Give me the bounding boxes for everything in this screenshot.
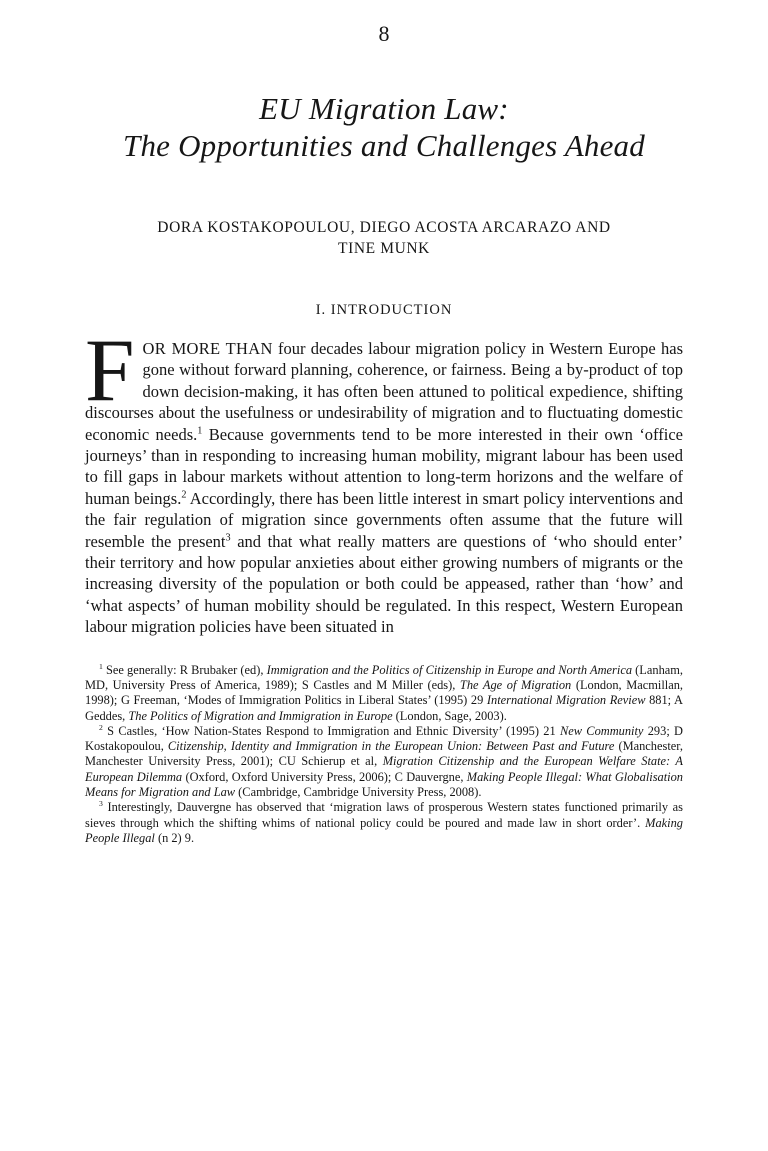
italic-text: The Politics of Migration and Immigration in Europe <box>128 708 393 723</box>
text-segment: Interestingly, Dauvergne has observed that ‘migration laws of prosperous Western states functioned primarily as sieves through which the shifting whims of national policy could be poured and made law in short order’. <box>85 800 683 830</box>
italic-text: Making People Illegal <box>85 815 683 845</box>
text-segment: (Manchester, Manchester University Press, 2001); CU Schierup et al, <box>85 739 683 769</box>
italic-text: The Age of Migration <box>459 677 572 692</box>
text-segment: four decades labour migration policy in Western Europe has gone without forward planning, coherence, or fairness. Being a by-product of top down decision-making, it has often been attuned to political expedience, shifting discourses about the usefulness or undesirability of migration and to fluctuating domestic economic needs. <box>85 339 683 444</box>
footnote-ref: 2 <box>99 722 103 732</box>
authors-line1: DORA KOSTAKOPOULOU, DIEGO ACOSTA ARCARAZO AND <box>157 219 611 236</box>
drop-cap: F <box>85 322 135 420</box>
footnote-ref: 3 <box>225 532 231 544</box>
text-segment: (London, Macmillan, 1998); G Freeman, ‘Modes of Immigration Politics in Liberal States’ (1995) 29 <box>85 677 683 708</box>
page-number: 8 <box>378 21 390 46</box>
text-segment: 881; A Geddes, <box>85 693 683 723</box>
text-segment: (London, Sage, 2003). <box>392 708 507 723</box>
footnote-2 <box>85 724 683 800</box>
italic-text: International Migration Review <box>486 693 646 708</box>
footnote-ref: 3 <box>99 799 103 809</box>
footnote-ref: 2 <box>181 489 187 501</box>
italic-text: Migration Citizenship and the European Welfare State: A European Dilemma <box>85 754 683 784</box>
footnote-ref: 1 <box>197 425 203 437</box>
lead-in-caps: OR MORE THAN <box>142 339 273 358</box>
text-segment: (Lanham, MD, University Press of America, 1989); S Castles and M Miller (eds), <box>85 662 684 692</box>
authors-line2: TINE MUNK <box>338 240 430 257</box>
authors-block <box>0 217 768 259</box>
chapter-title <box>0 90 768 164</box>
italic-text: Immigration and the Politics of Citizenship in Europe and North America <box>266 662 633 677</box>
footnotes-block <box>85 663 683 847</box>
text-segment: Because governments tend to be more interested in their own ‘office journeys’ than in responding to increasing human mobility, migrant labour has been used to fill gaps in labour markets without attention to long-term horizons and the welfare of human beings. <box>85 424 683 508</box>
italic-text: Citizenship, Identity and Immigration in the European Union: Between Past and Future <box>167 739 615 754</box>
italic-text: Making People Illegal: What Globalisation Means for Migration and Law <box>85 769 683 800</box>
paragraph-text <box>85 322 684 637</box>
footnote-1 <box>85 663 683 724</box>
footnote-3 <box>85 800 683 846</box>
text-segment: (Oxford, Oxford University Press, 2006); C Dauvergne, <box>182 769 467 784</box>
text-segment: Accordingly, there has been little interest in smart policy interventions and the fair regulation of migration since governments often assume that the future will resemble the present <box>85 488 683 551</box>
text-segment: and that what really matters are questions of ‘who should enter’ their territory and how popular anxieties about either growing numbers of migrants or the increasing diversity of the population or both could be appeased, rather than ‘how’ and ‘what aspects’ of human mobility should be regulated. In this respect, Western European labour migration policies have been situated in <box>85 531 684 637</box>
footnote-ref: 1 <box>99 661 103 671</box>
text-segment: See generally: R Brubaker (ed), <box>102 662 267 677</box>
intro-paragraph <box>85 322 684 638</box>
text-segment: 293; D Kostakopoulou, <box>85 723 683 754</box>
italic-text: New Community <box>559 723 644 738</box>
text-segment: (n 2) 9. <box>154 830 195 845</box>
chapter-title-line1: EU Migration Law: <box>259 91 509 126</box>
chapter-title-line2: The Opportunities and Challenges Ahead <box>123 128 645 163</box>
text-segment: S Castles, ‘How Nation-States Respond to Immigration and Ethnic Diversity’ (1995) 21 <box>102 723 560 738</box>
section-heading: I. INTRODUCTION <box>315 302 453 318</box>
text-segment: (Cambridge, Cambridge University Press, 2008). <box>235 785 482 800</box>
